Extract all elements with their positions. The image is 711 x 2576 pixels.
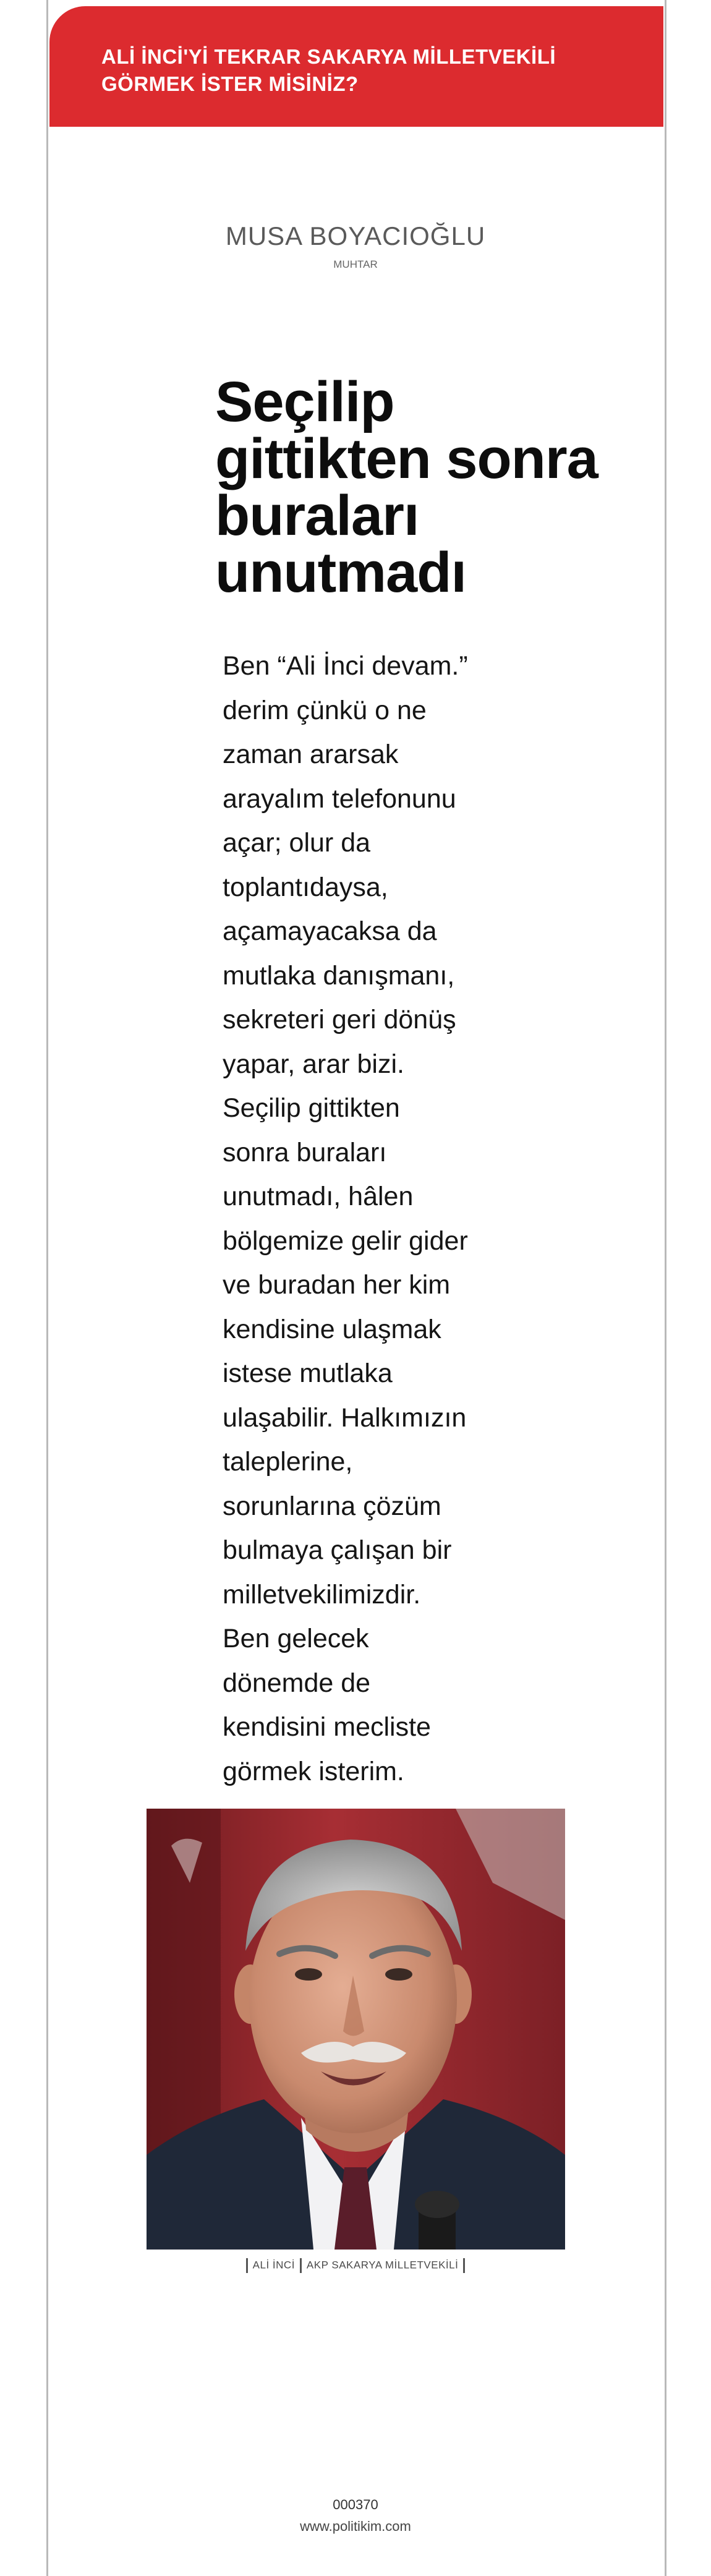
caption-title: AKP SAKARYA MİLLETVEKİLİ [306,2259,459,2271]
headline-line4: unutmadı [215,541,466,604]
headline-line1: Seçilip [215,370,394,433]
body-line: taleplerine, [223,1447,353,1477]
body-line: derim çünkü o ne [223,695,427,725]
body-line: sonra buraları [223,1137,387,1167]
caption-name: ALİ İNCİ [252,2259,295,2271]
headline-line2: gittikten sonra [215,427,598,490]
body-line: dönemde de [223,1668,371,1698]
body-line: istese mutlaka [223,1358,393,1388]
photo-caption [0,2258,711,2273]
body-line: Seçilip gittikten [223,1093,400,1123]
body-line: ve buradan her kim [223,1270,451,1300]
headline-line3: buraları [215,484,419,547]
author-role: MUHTAR [333,258,378,270]
article-headline [215,370,648,604]
page-border-left [46,0,48,2576]
author-name: MUSA BOYACIOĞLU [225,221,486,250]
body-line: açar; olur da [223,828,371,858]
body-line: kendisine ulaşmak [223,1314,441,1344]
caption-divider [463,2258,465,2273]
body-line: Ben “Ali İnci devam.” [223,651,468,681]
body-line: zaman ararsak [223,740,399,769]
question-banner [49,6,663,127]
body-line: ulaşabilir. Halkımızın [223,1402,467,1433]
body-line: arayalım telefonunu [223,783,456,814]
article-body [223,644,476,1794]
body-line: bulmaya çalışan bir [223,1535,452,1565]
caption-divider [300,2258,302,2273]
banner-title-line2: GÖRMEK İSTER MİSİNİZ? [101,72,359,95]
body-line: açamayacaksa da [223,916,437,946]
body-line: yapar, arar bizi. [223,1049,404,1079]
body-line: mutlaka danışmanı, [223,960,455,991]
body-line: Ben gelecek [223,1624,369,1653]
body-line: unutmadı, hâlen [223,1182,414,1211]
body-line: sekreteri geri dönüş [223,1005,456,1034]
page-border-right [665,0,666,2576]
caption-divider [246,2258,248,2273]
body-line: milletvekilimizdir. [223,1579,421,1610]
body-line: toplantıdaysa, [223,872,388,902]
website-link[interactable]: www.politikim.com [300,2518,411,2534]
page-number: 000370 [333,2497,378,2512]
body-line: sorunlarına çözüm [223,1491,441,1521]
portrait-photo [147,1809,565,2250]
banner-title-line1: ALİ İNCİ'Yİ TEKRAR SAKARYA MİLLETVEKİLİ [101,45,556,68]
banner-title [101,43,645,98]
body-line: görmek isterim. [223,1756,404,1786]
body-line: bölgemize gelir gider [223,1226,468,1256]
body-line: kendisini mecliste [223,1712,431,1742]
